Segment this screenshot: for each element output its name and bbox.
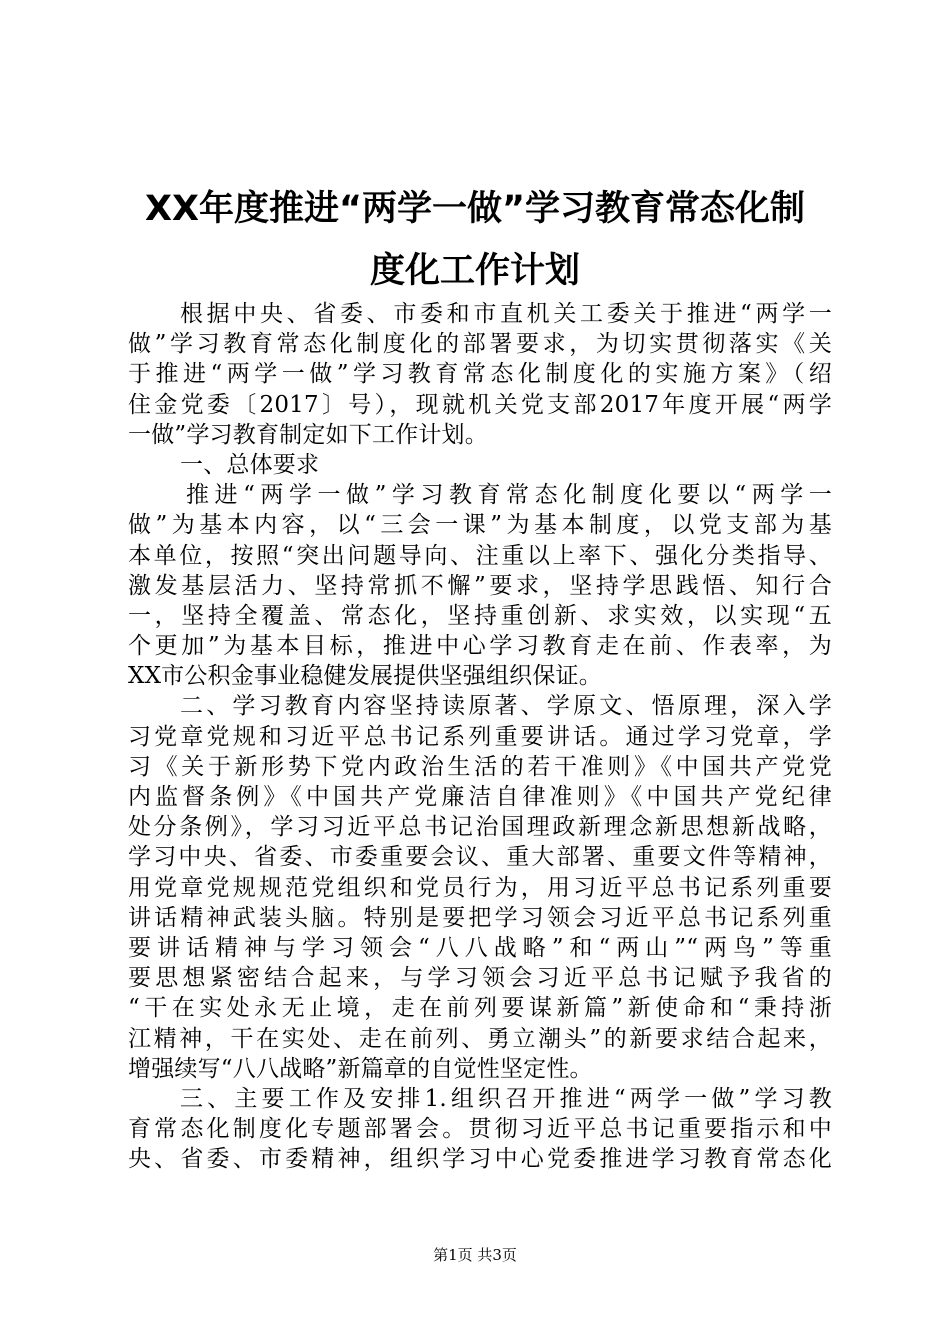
- body-line: 习《关于新形势下党内政治生活的若干准则》《中国共产党党: [128, 753, 832, 780]
- body-line: 做”为基本内容，以“三会一课”为基本制度，以党支部为基: [128, 512, 832, 539]
- body-line: 央、省委、市委精神，组织学习中心党委推进学习教育常态化: [128, 1146, 832, 1173]
- body-line: 一做”学习教育制定如下工作计划。: [128, 421, 488, 448]
- body-line: 一，坚持全覆盖、常态化，坚持重创新、求实效，以实现“五: [128, 602, 832, 629]
- body-line: 学习中央、省委、市委重要会议、重大部署、重要文件等精神，: [128, 844, 832, 871]
- body-line: 于推进“两学一做”学习教育常态化制度化的实施方案》（绍: [128, 361, 832, 388]
- body-line: 江精神，干在实处、走在前列、勇立潮头”的新要求结合起来，: [128, 1025, 832, 1052]
- body-line: 个更加”为基本目标，推进中心学习教育走在前、作表率，为: [128, 633, 832, 660]
- body-line: 三、主要工作及安排1.组织召开推进“两学一做”学习教: [180, 1085, 832, 1112]
- document-body: [128, 299, 832, 1174]
- body-line: 激发基层活力、坚持常抓不懈”要求，坚持学思践悟、知行合: [128, 572, 832, 599]
- document-title-line-2: 度化工作计划: [369, 251, 580, 291]
- body-line: 住金党委〔2017〕号），现就机关党支部2017年度开展“两学: [128, 391, 832, 418]
- body-line: 用党章党规规范党组织和党员行为，用习近平总书记系列重要: [128, 874, 832, 901]
- body-line: “干在实处永无止境，走在前列要谋新篇”新使命和“秉持浙: [128, 995, 832, 1022]
- body-line: 推进“两学一做”学习教育常态化制度化要以“两学一: [186, 482, 832, 509]
- body-line: 要思想紧密结合起来，与学习领会习近平总书记赋予我省的: [128, 965, 832, 992]
- section-heading-overall-requirements: 一、总体要求: [180, 451, 320, 478]
- body-line: 二、学习教育内容坚持读原著、学原文、悟原理，深入学: [180, 693, 832, 720]
- body-line: 要讲话精神与学习领会“八八战略”和“两山”“两鸟”等重: [128, 934, 832, 961]
- document-title-line-1: XX年度推进“两学一做”学习教育常态化制: [145, 189, 805, 229]
- body-line: 做”学习教育常态化制度化的部署要求，为切实贯彻落实《关: [128, 331, 832, 358]
- body-line: 处分条例》，学习习近平总书记治国理政新理念新思想新战略，: [128, 814, 832, 841]
- body-line: 育常态化制度化专题部署会。贯彻习近平总书记重要指示和中: [128, 1116, 832, 1143]
- page-footer: 第1页 共3页: [433, 1246, 517, 1264]
- body-line: 本单位，按照“突出问题导向、注重以上率下、强化分类指导、: [128, 542, 832, 569]
- body-line: 内监督条例》《中国共产党廉洁自律准则》《中国共产党纪律: [128, 784, 832, 810]
- body-line: 增强续写“八八战略”新篇章的自觉性坚定性。: [128, 1055, 593, 1082]
- body-line: 讲话精神武装头脑。特别是要把学习领会习近平总书记系列重: [128, 904, 832, 931]
- body-line: 习党章党规和习近平总书记系列重要讲话。通过学习党章，学: [128, 723, 832, 750]
- body-line: XX市公积金事业稳健发展提供坚强组织保证。: [128, 663, 602, 690]
- body-line: 根据中央、省委、市委和市直机关工委关于推进“两学一: [180, 301, 832, 327]
